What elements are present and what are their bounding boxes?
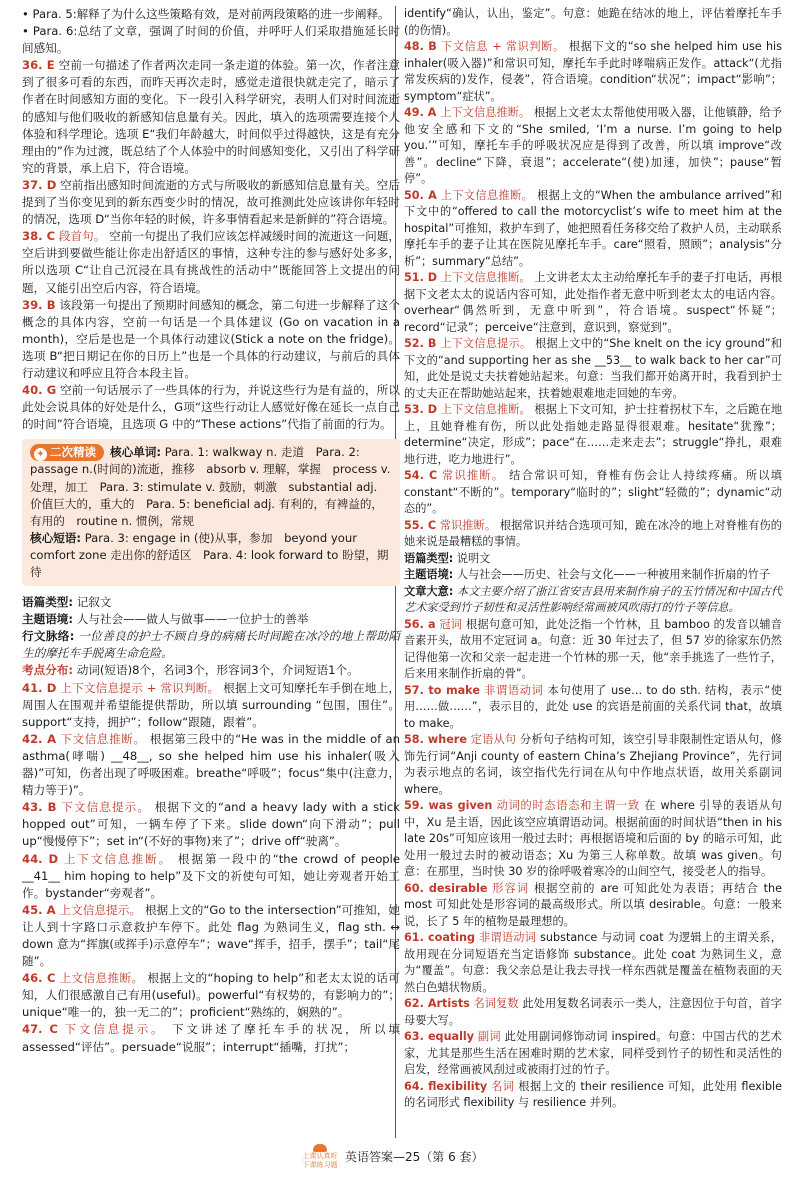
answer-label: 49. A bbox=[404, 106, 437, 119]
answer-text: 分析句子结构可知，该空引导非限制性定语从句，修饰先行词“Anji county of eastern China’s Zhejiang Province”，先行词为表示地点的名词，该空指代先行词在从句中作地点状语，故用关系副词 where。 bbox=[404, 733, 782, 796]
answer-label: 38. C bbox=[22, 229, 56, 244]
answer-item bbox=[404, 39, 782, 105]
answer-label: 37. D bbox=[22, 177, 57, 192]
passage-theme-value: 人与社会——历史、社会与文化——一种被用来制作折扇的竹子 bbox=[456, 568, 771, 581]
answer-label: 39. B bbox=[22, 297, 56, 312]
answer-item bbox=[404, 996, 782, 1029]
answer-label: 45. A bbox=[22, 902, 56, 917]
answer-item bbox=[22, 731, 400, 799]
answer-text: 根据句意可知，此处泛指一个竹林，且 bamboo 的发音以辅音音素开头，故用不定冠词 a。句意：近 30 年过去了，但 57 岁的徐家东仍然记得他第一次和父亲一起走进一个竹林的那一天，他“亲手挑选了一些竹子，后来用来制作折扇的骨”。 bbox=[404, 617, 782, 680]
answer-item bbox=[404, 617, 782, 683]
answer-tag: 定语从句 bbox=[470, 733, 517, 746]
passage-distribution-label: 考点分布: bbox=[22, 663, 74, 678]
answer-item bbox=[22, 902, 400, 970]
answer-tag: 形容词 bbox=[492, 881, 530, 895]
answer-label: 60. desirable bbox=[404, 881, 488, 895]
answer-label: 53. D bbox=[404, 403, 438, 416]
answer-text: 根据下文的“so she helped him use his inhaler(吸入器)”和常识可知，摩托车手此时哮喘病正发作。attack“(尤指常发疾病的)发作，侵袭”，符合语境。condition“状况”；impact“影响”；symptom“症状”。 bbox=[404, 40, 782, 103]
answer-text: 结合常识可知，脊椎有伤会让人持续疼痛。所以填 constant“不断的”。temporary“临时的”；slight“轻微的”；dynamic“动态的”。 bbox=[404, 469, 782, 515]
reading-box bbox=[22, 439, 400, 586]
answer-item bbox=[22, 6, 400, 23]
answer-text: 空前指出感知时间流逝的方式与所吸收的新感知信息量有关。空后提到了当你变见到的新东西变少时的情况，故可推测此处应该讲你年轻时的情况，选项 D“当你年轻的时候，许多事情看起来是新鲜的”符合语境。 bbox=[22, 177, 400, 227]
page-footer bbox=[0, 1142, 800, 1172]
answer-label: 36. E bbox=[22, 58, 55, 73]
answer-text: 根据上文老太太帮他使用吸入器，让他镇静，给予他安全感和下文的“She smiled, ‘I’m a nurse. I’m going to help you.’”可知，摩托车手的呼吸状况应是得到了改善，所以填 improve“改善”。decline“下降，衰退”；accelerate“(使)加速，加快”；pause“暂停”。 bbox=[404, 106, 782, 185]
answer-tag: 名词 bbox=[491, 1079, 515, 1093]
answer-text: 根据上文的“hoping to help”和老太太说的话可知，人们很感激自己有用(useful)。powerful“有权势的，有影响力的”；unique“唯一的，独一无二的”；proficient“熟练的，娴熟的”。 bbox=[22, 971, 400, 1020]
passage-distribution bbox=[22, 662, 400, 679]
answer-label: 62. Artists bbox=[404, 997, 470, 1010]
answer-item bbox=[22, 1021, 400, 1055]
passage-theme bbox=[22, 611, 400, 628]
passage-distribution-value: 动词(短语)8个，名词3个，形容词3个，介词短语1个。 bbox=[76, 663, 359, 678]
answer-label: 42. A bbox=[22, 731, 57, 746]
answer-tag: 下文信息提示。 bbox=[61, 800, 150, 815]
reading-box-badge-text: 二次精读 bbox=[50, 445, 96, 460]
page-number-label: 英语答案—25（第 6 套） bbox=[345, 1150, 484, 1164]
answer-tag: 段首句。 bbox=[58, 229, 106, 244]
answer-tag: 上下文信息推断。 bbox=[440, 403, 531, 416]
answer-text: 空前一句话展示了一些具体的行为，并说这些行为是有益的，所以此处会说具体的好处是什么，G项“这些行动让人感觉好像在延长一点自己的时间”符合语境，且选项 G 中的“These actions”代指了前面的行为。 bbox=[22, 383, 401, 432]
logo-text: 上课认真听 下课练习题 bbox=[302, 1152, 338, 1169]
answer-text: identify“确认，认出，鉴定”。句意：她跪在结冰的地上，评估着摩托车手(的伤情)。 bbox=[404, 7, 782, 37]
core-words-title: 核心单词: bbox=[110, 445, 162, 460]
answer-tag: 上下文信息推断。 bbox=[440, 188, 534, 202]
right-column bbox=[404, 6, 782, 1112]
answer-label: 61. coating bbox=[404, 931, 476, 944]
answer-item bbox=[22, 177, 400, 228]
passage-type-label: 语篇类型: bbox=[22, 595, 74, 610]
answer-item bbox=[404, 188, 782, 271]
answer-text: 空前一句描述了作者两次走同一条走道的体验。第一次，作者注意到了很多可看的东西，而昨天再次走时，感觉走道很快就走完了，暗示了作者在时间感知方面的变化。下一段引入科学研究，表明人们对时间流逝的感知与他们吸收的新感知信息量有关。因此，填入的选项需要连接个人体验和科学理论。选项 E“我们年龄越大，时间似乎过得越快，这是有充分理由的”作为过渡，既总结了个人体验中的时间感知变化，又引出了科学研究的背景，承上启下，符合语境。 bbox=[22, 58, 400, 175]
answer-label: 54. C bbox=[404, 469, 438, 482]
answer-item bbox=[22, 23, 400, 57]
answer-text: 在 where 引导的表语从句中，Xu 是主语，因此该空应填谓语动词。根据前面的时间状语“then in his late 20s”可知应该用一般过去时；再根据语境和后面的 by 的暗示可知，此处用一般过去时的被动语态；Xu 为第三人称单数。故填 was given。句意：在那里，当时快 30 岁的徐呼吸着寒冷的山间空气，接受老人的指导。 bbox=[404, 799, 782, 878]
answer-tag: 动词的时态语态和主谓一致 bbox=[496, 799, 640, 812]
answer-text: 此处用副词修饰动词 inspired。句意：中国古代的艺术家，尤其是那些生活在困难时期的艺术家，同样受到竹子的韧性和灵活性的启发，经常画被风刮过或被雨打过的竹子。 bbox=[404, 1030, 782, 1076]
answer-item bbox=[404, 732, 782, 798]
core-phrases: Para. 3: engage in (使)从事，参加 beyond your comfort zone 走出你的舒适区 Para. 4: look forward to 盼望，期待 bbox=[30, 530, 389, 579]
answer-item bbox=[404, 881, 782, 931]
answer-label: 58. where bbox=[404, 733, 467, 746]
passage-type-value: 记叙文 bbox=[76, 595, 112, 610]
answer-text: 根据上文的 their resilience 可知，此处用 flexible 的名词形式 flexibility 与 resilience 并列。 bbox=[404, 1079, 782, 1109]
answer-item bbox=[22, 228, 400, 296]
answer-tag: 上下文信息推断。 bbox=[440, 106, 531, 119]
answer-item bbox=[404, 336, 782, 402]
answer-item bbox=[404, 798, 782, 881]
answer-text: 根据上文的“When the ambulance arrived”和下文中的“offered to call the motorcyclist’s wife to meet him at the hospital”可推知，救护车到了，她把照看任务移交给了救护人员，主动联系摩托车手的妻子让其在医院见摩托车手。care“照看，照顾”；analysis“分析”；summary“总结”。 bbox=[404, 188, 782, 268]
answer-tag: 非谓语动词 bbox=[478, 931, 537, 944]
passage-summary-label: 文章大意: bbox=[404, 584, 454, 598]
answer-text: 根据第一段中的“the crowd of people __41__ him hoping to help”及下文的祈使句可知，她让旁观者开始工作。bystander“旁观者”。 bbox=[22, 851, 401, 900]
answer-text: 空前一句提出了我们应该怎样减缓时间的流逝这一问题，空后讲到要做些能让你走出舒适区的事情，这种专注的参与感好处多多，所以选项 C“让自己沉浸在具有挑战性的活动中”既能回答上文提出的问题，又能引出空后内容，符合语境。 bbox=[22, 229, 400, 295]
answer-text: 下文讲述了摩托车手的状况，所以填 assessed“评估”。persuade“说服”；interrupt“插嘴，打扰”； bbox=[22, 1022, 400, 1054]
answer-tag: 上文信息推断。 bbox=[59, 971, 144, 986]
answer-tag: 上下文信息推断。 bbox=[63, 851, 173, 866]
passage-summary bbox=[404, 584, 782, 617]
answer-item bbox=[404, 930, 782, 996]
answer-item bbox=[404, 468, 782, 518]
answer-text: 上文讲老太太主动给摩托车手的妻子打电话，再根据下文老太太的说话内容可知，此处指作者无意中听到老太太的电话内容。overhear“偶然听到，无意中听到”，符合语境。suspect“怀疑”；record“记录”；perceive“注意到，意识到，察觉到”。 bbox=[404, 271, 783, 334]
answer-tag: 下文信息提示。 bbox=[64, 1022, 166, 1037]
answer-label: 64. flexibility bbox=[404, 1079, 488, 1093]
answer-tag: 上文信息提示。 bbox=[59, 902, 142, 917]
answer-text: 根据上文的“Go to the intersection”可推知，她让人到十字路口示意救护车停下。此处 flag 为熟词生义，flag sth. ↔ down 意为“挥旗(或挥手)示意停车”；wave“挥手，招手，摆手”；tail“尾随”。 bbox=[22, 902, 400, 969]
answer-text: 根据上文可知摩托车手倒在地上，周围人在围观并希望能提供帮助，所以填 surrounding “包围，围住”。support“支持，拥护”；follow“跟随，跟着”。 bbox=[22, 680, 400, 729]
answer-text: • Para. 6:总结了文章，强调了时间的价值，并呼吁人们采取措施延长时间感知。 bbox=[22, 24, 400, 56]
answer-label: 52. B bbox=[404, 337, 437, 350]
answer-label: 41. D bbox=[22, 680, 57, 695]
answer-item bbox=[22, 799, 400, 850]
answer-label: 48. B bbox=[404, 40, 437, 53]
answer-label: 46. C bbox=[22, 971, 56, 986]
passage-theme-value: 人与社会——做人与做事——一位护士的善举 bbox=[76, 612, 309, 627]
answer-tag: 冠词 bbox=[439, 617, 463, 631]
answer-tag: 上下文信息推断。 bbox=[440, 271, 531, 284]
answer-label: 56. a bbox=[404, 617, 436, 631]
passage-theme-label: 主题语境: bbox=[22, 612, 74, 627]
answer-item bbox=[404, 683, 782, 733]
answer-tag: 上下文信息提示。 bbox=[440, 337, 532, 350]
answer-text: 根据上文中的“She knelt on the icy ground”和下文的“and supporting her as she __53__ to walk back to her car”可知，此处是说丈夫扶着她站起来。句意：当我们都开始离开时，我看到护士的丈夫正在帮助她站起来，扶着她艰难地走回她的车旁。 bbox=[404, 337, 782, 400]
answer-tag: 常识推断。 bbox=[439, 518, 497, 532]
passage-summary-label: 行文脉络: bbox=[22, 629, 75, 644]
answer-tag: 下文信息推断。 bbox=[60, 731, 146, 746]
passage-type bbox=[22, 594, 400, 611]
passage-theme-label: 主题语境: bbox=[404, 568, 454, 581]
answer-item bbox=[22, 297, 400, 382]
answer-text: substance 与动词 coat 为逻辑上的主谓关系，故用现在分词短语充当定语修饰 substance。此处 coat 为熟词生义，意为“覆盖”。句意：我父亲总是让我去寻找一样东西就是覆盖在植物表面的天然白色蜡状物质。 bbox=[404, 931, 782, 994]
passage-type-value: 说明文 bbox=[456, 551, 491, 565]
answer-text: 此处用复数名词表示一类人，注意因位于句首，首字母要大写。 bbox=[404, 997, 782, 1027]
answer-tag: 副词 bbox=[477, 1030, 501, 1043]
answer-text: 该段第一句提出了预期时间感知的概念，第二句进一步解释了这个概念的具体内容，空前一句话是一个具体建议 (Go on vacation in a month)，空后是也是一个具体行动建议(Stick a note on the fridge)。选项 B“把日期记在你的日历上”也是一个具体的行动建议，与前后的具体行动建议和呼应且符合本段主旨。 bbox=[22, 297, 400, 380]
left-column bbox=[22, 6, 400, 1056]
answer-item bbox=[22, 57, 400, 177]
answer-tag: 名词复数 bbox=[473, 997, 519, 1010]
answer-item bbox=[22, 970, 400, 1021]
answer-label: 59. was given bbox=[404, 799, 493, 812]
answer-label: 44. D bbox=[22, 851, 59, 866]
answer-text: • Para. 5:解释了为什么这些策略有效，是对前两段策略的进一步阐释。 bbox=[22, 7, 390, 21]
answer-text: 根据第三段中的“He was in the middle of an asthma(哮喘) __48__, so she helped him use his inhaler(吸入器)”可知，伤者出现了呼吸困难。breathe“呼吸”；focus“集中(注意力，精力等于)”。 bbox=[22, 731, 400, 798]
answer-item bbox=[22, 851, 400, 902]
logo-mark-icon bbox=[313, 1144, 327, 1152]
passage-summary bbox=[22, 628, 400, 662]
answer-item bbox=[404, 1079, 782, 1112]
answer-tag: 常识推断。 bbox=[442, 469, 505, 482]
publisher-logo bbox=[300, 1144, 340, 1168]
answer-label: 51. D bbox=[404, 271, 438, 284]
answer-text: 本句使用了 use… to do sth. 结构，表示“使用……做……”，表示目的，此处 use 的宾语是前面的关系代词 that，故填 to make。 bbox=[404, 683, 783, 730]
answer-tag: 上下文信息提示 + 常识判断。 bbox=[60, 680, 220, 695]
answer-item bbox=[22, 680, 400, 731]
answer-text: 根据上下文可知，护士拄着拐杖下车，之后跪在地上，且她脊椎有伤，所以此处指她走路显得很艰难。hesitate“犹豫”；determine“决定，形成”；pace“在……走来走去”；struggle“挣扎，艰难地行进，吃力地进行”。 bbox=[404, 403, 783, 466]
answer-item bbox=[404, 402, 782, 468]
answer-label: 40. G bbox=[22, 383, 57, 398]
answer-label: 57. to make bbox=[404, 683, 480, 697]
answer-text: 根据空前的 are 可知此处为表语；再结合 the most 可知此处是形容词的最高级形式。所以填 desirable。句意：一般来说，长了 5 年的植物是最理想的。 bbox=[404, 881, 782, 928]
core-phrases-title: 核心短语: bbox=[30, 530, 82, 545]
passage-type-label: 语篇类型: bbox=[404, 551, 454, 565]
answer-label: 47. C bbox=[22, 1022, 58, 1037]
answer-item bbox=[22, 382, 400, 433]
answer-text: 根据下文的“and a heavy lady with a stick hopped out”可知，一辆车停了下来。slide down“向下滑动”；pull up“慢慢停下”；set in“(不好的事物)来了”；drive off“驶离”。 bbox=[22, 800, 400, 849]
reading-box-badge bbox=[30, 444, 104, 461]
answer-item bbox=[404, 270, 782, 336]
answer-tag: 下文信息 + 常识判断。 bbox=[441, 40, 565, 53]
answer-label: 63. equally bbox=[404, 1030, 475, 1043]
passage-type bbox=[404, 551, 782, 568]
passage-summary-value: 本文主要介绍了浙江省安吉县用来制作扇子的玉竹情况和中国古代艺术家受到竹子韧性和灵活性影响经常画被风吹雨打的竹子等信息。 bbox=[404, 584, 782, 614]
answer-item bbox=[404, 1029, 782, 1079]
core-words: Para. 1: walkway n. 走道 Para. 2: passage n.(时间的)流逝，推移 absorb v. 理解，掌握 process v. 处理，加工 Para. 3: stimulate v. 鼓励，刺激 substantial adj. 价值巨大的，重大的 Para. 5: beneficial adj. 有利的，有裨益的，有用的 routine n. 惯例，常规 bbox=[30, 445, 391, 528]
answer-label: 43. B bbox=[22, 800, 57, 815]
passage-summary-value: 一位善良的护士不顾自身的病痛长时间跪在冰冷的地上帮助陌生的摩托车手脱离生命危险。 bbox=[22, 629, 401, 661]
answer-tag: 非谓语动词 bbox=[484, 683, 544, 697]
answer-item bbox=[404, 6, 782, 39]
answer-text: 根据常识并结合选项可知，跪在冰冷的地上对脊椎有伤的她来说是最糟糕的事情。 bbox=[404, 518, 782, 548]
passage-theme bbox=[404, 567, 782, 584]
answer-item bbox=[404, 518, 782, 551]
answer-item bbox=[404, 105, 782, 188]
answer-label: 50. A bbox=[404, 188, 437, 202]
gear-icon: ✦ bbox=[34, 448, 47, 461]
answer-label: 55. C bbox=[404, 518, 437, 532]
